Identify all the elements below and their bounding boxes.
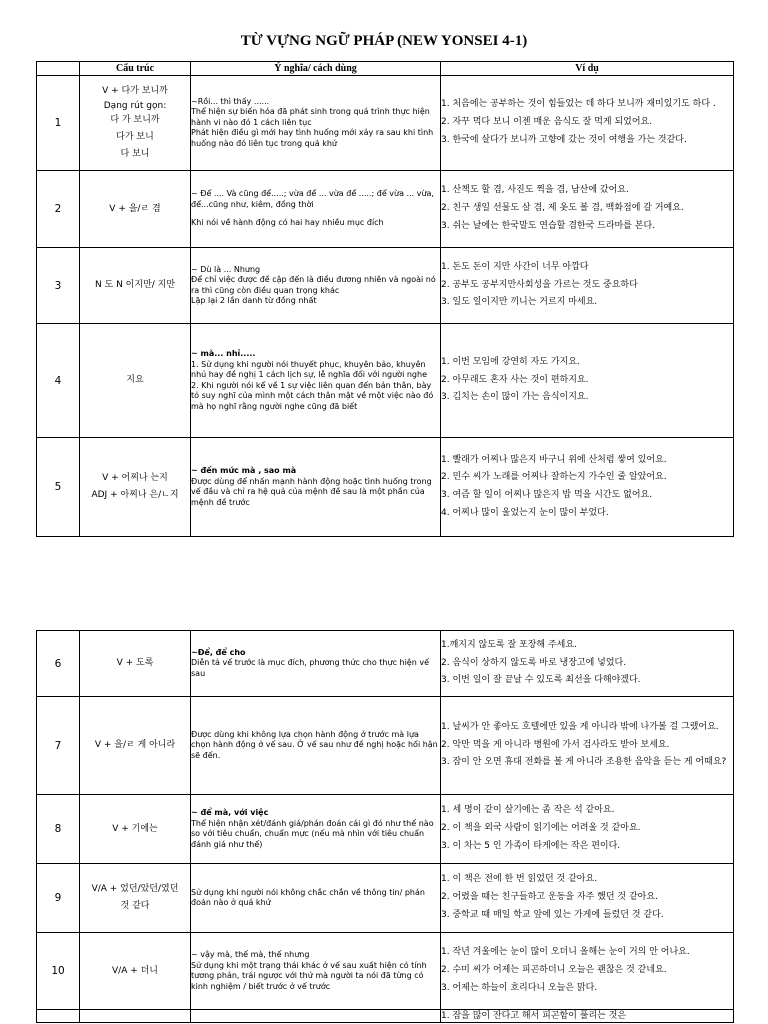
meaning-cell — [191, 171, 441, 248]
examples-cell — [441, 171, 734, 248]
row-number: 7 — [37, 697, 80, 795]
structure-cell — [80, 631, 191, 697]
table-row — [37, 795, 734, 864]
example-line: 1. 이번 모임에 강연히 자도 가지요. — [441, 356, 580, 367]
example-line: 3. 어제는 하늘이 흐리다니 오늘은 맑다. — [441, 982, 598, 993]
grammar-table-bottom — [36, 630, 734, 1023]
structure-line: V + 을/ㄹ 겸 — [109, 203, 161, 214]
grammar-table-top — [36, 61, 734, 537]
meaning-title: ~ đến mức mà , sao mà — [191, 466, 297, 475]
meaning-line: Để chỉ việc được đề cập đến là điều đương nhiên và ngoài nó ra thì cũng còn điều quan trọng khác — [191, 275, 436, 295]
table-row — [37, 438, 734, 537]
structure-line: 지요 — [126, 375, 144, 385]
row-number: 3 — [37, 248, 80, 324]
meaning-title: ~ mà... nhỉ..... — [191, 349, 256, 358]
meaning-cell — [191, 795, 441, 864]
table-row — [37, 324, 734, 438]
example-line: 3. 잠이 안 오면 휴대 전화를 볼 게 아니라 조용한 음악을 듣는 게 어때요? — [441, 757, 727, 768]
meaning-line: 2. Khi người nói kể về 1 sự việc liên quan đến bản thân, bày tỏ suy nghĩ của mình một cách thân mật về một việc nào đó mà họ nghĩ rằng người nghe cũng đã biết — [191, 380, 434, 411]
structure-cell — [80, 248, 191, 324]
structure-line: V + 다가 보니까 — [102, 86, 168, 96]
structure-cell — [80, 795, 191, 864]
example-line: 3. 한국에 살다가 보니까 고향에 갔는 것이 여행을 가는 것같다. — [441, 134, 687, 145]
example-line: 2. 이 책을 외국 사람이 읽기에는 어려울 것 같아요. — [441, 823, 641, 834]
example-line: 2. 어렸을 때는 친구들하고 운동을 자주 했던 것 같아요. — [441, 892, 658, 903]
meaning-line: Diễn tả vế trước là mục đích, phương thức cho thực hiện vế sau — [191, 658, 429, 678]
structure-line: 다가 보니 — [116, 132, 154, 142]
meaning-line: Được dùng để nhấn mạnh hành động hoặc tình huống trong vế đầu và chỉ ra hệ quả của mệnh đề sau là một phần của mệnh đề trước — [191, 476, 432, 507]
structure-line: V/A + 더니 — [112, 965, 158, 976]
meaning-cell — [191, 933, 441, 1010]
row-number: 1 — [37, 76, 80, 171]
meaning-line: ~ Để .... Và cũng để.....; vừa để ... vừa để .....; để vừa ... vừa, để...cũng như, kiêm, đồng thời — [191, 189, 434, 209]
row-number: 2 — [37, 171, 80, 248]
header-row — [37, 62, 734, 76]
example-line: 1.깨지지 않도록 잘 포장해 주세요. — [441, 639, 577, 650]
structure-cell — [80, 933, 191, 1010]
examples-cell — [441, 324, 734, 438]
header-meaning: Ý nghĩa/ cách dùng — [191, 62, 441, 76]
example-line: 1. 날씨가 안 좋아도 호텔에만 있을 게 아니라 밖에 나가볼 걸 그랬어요. — [441, 721, 719, 732]
header-examples: Ví dụ — [441, 62, 734, 76]
meaning-cell — [191, 864, 441, 933]
structure-line: Dạng rút gọn: — [103, 101, 167, 111]
meaning-line: Sử dụng khi một trạng thái khác ở vế sau xuất hiện có tính tương phản, trái ngược với thứ mà người ta nói đã từng có kinh nghiệm / biết trước ở vế trước — [191, 960, 427, 991]
table-row — [37, 697, 734, 795]
meaning-line: Được dùng khi không lựa chọn hành động ở trước mà lựa chọn hành động ở vế sau. Ở vế sau như đề nghị hoặc hối hận sẽ đến. — [191, 729, 438, 760]
meaning-line: ~ vậy mà, thế mà, thế nhưng — [191, 950, 310, 959]
example-line: 1. 작년 겨울에는 눈이 많이 오더니 올해는 눈이 거의 안 어나요. — [441, 947, 690, 958]
examples-cell — [441, 1010, 734, 1023]
structure-line: V + 을/ㄹ 게 아니라 — [94, 740, 176, 750]
meaning-line: Khi nói về hành động có hai hay nhiều mục đích — [191, 218, 384, 228]
structure-cell — [80, 697, 191, 795]
table-row — [37, 933, 734, 1010]
examples-cell — [441, 631, 734, 697]
examples-cell — [441, 697, 734, 795]
structure-line: 다 보니 — [120, 149, 150, 159]
structure-cell — [80, 76, 191, 171]
structure-cell — [80, 171, 191, 248]
structure-cell — [80, 438, 191, 537]
example-line: 2. 음식이 상하지 않도록 바로 냉장고에 넣었다. — [441, 657, 627, 668]
examples-cell — [441, 76, 734, 171]
table-row — [37, 1010, 734, 1023]
example-line: 2. 공부도 공부지만사회성을 가르는 것도 중요하다 — [441, 279, 638, 290]
examples-cell — [441, 248, 734, 324]
examples-cell — [441, 795, 734, 864]
meaning-line: Lặp lại 2 lần danh từ đồng nhất — [191, 296, 317, 305]
row-number: 4 — [37, 324, 80, 438]
structure-cell — [80, 864, 191, 933]
example-line: 1. 산책도 할 겸, 사진도 찍을 겸, 남산에 갔어요. — [441, 185, 629, 196]
structure-cell — [80, 1010, 191, 1023]
example-line: 3. 이 차는 5 인 가족이 타게에는 작은 편이다. — [441, 840, 621, 851]
row-number: 8 — [37, 795, 80, 864]
example-line: 1. 돈도 돈이 지만 사간이 너무 아깝다 — [441, 261, 589, 272]
example-line: 3. 중학교 때 매일 학교 앞에 있는 가게에 들렀던 것 같다. — [441, 909, 664, 920]
examples-cell — [441, 864, 734, 933]
example-line: 2. 아무래도 혼자 사는 것이 편하지요. — [441, 374, 589, 385]
structure-line: 다 가 보니까 — [110, 115, 160, 125]
header-structure: Cấu trúc — [80, 62, 191, 76]
example-line: 2. 악만 먹을 게 아니라 병원에 가서 검사라도 받아 보세요. — [441, 739, 670, 750]
table-row — [37, 631, 734, 697]
example-line: 1. 처음에는 공부하는 것이 힘들었는 데 하다 보니까 재미있기도 하다 . — [441, 99, 716, 110]
structure-cell — [80, 324, 191, 438]
meaning-cell — [191, 697, 441, 795]
structure-line: V + 어찌나 는지 — [102, 473, 168, 483]
example-line: 3. 일도 일이지만 끼니는 거르지 마세요. — [441, 297, 598, 308]
row-number: 5 — [37, 438, 80, 537]
meaning-line: Phát hiện điều gì mới hay tình huống mới xảy ra sau khi tình huống nào đó liên tục trong quá khứ — [191, 128, 434, 148]
meaning-cell — [191, 438, 441, 537]
row-number — [37, 1010, 80, 1023]
example-line: 2. 친구 생일 선물도 살 겸, 제 옷도 볼 겸, 백화점에 갈 거예요. — [441, 203, 684, 214]
meaning-line: Thể hiện sự biến hóa đã phát sinh trong quá trình thực hiện hành vi nào đó 1 cách liên tục — [191, 107, 430, 127]
structure-line: 것 같다 — [120, 901, 150, 911]
meaning-line: Thể hiện nhận xét/đánh giá/phán đoán cái gì đó như thế nào so với tiêu chuẩn, chuẩn mực (nếu mà nhìn với tiêu chuẩn đánh giá như thế) — [191, 818, 434, 849]
meaning-line: ~Rồi... thì thấy ...... — [191, 96, 270, 106]
meaning-cell — [191, 248, 441, 324]
example-line: 3. 김치는 손이 많이 가는 음식이지요. — [441, 392, 589, 403]
meaning-title: ~Để, để cho — [191, 647, 246, 657]
examples-cell — [441, 933, 734, 1010]
row-number: 10 — [37, 933, 80, 1010]
structure-line: V + 기에는 — [112, 823, 158, 834]
structure-line: N 도 N 이지만/ 지만 — [94, 280, 176, 290]
table-row — [37, 76, 734, 171]
row-number: 6 — [37, 631, 80, 697]
row-number: 9 — [37, 864, 80, 933]
table-row — [37, 171, 734, 248]
meaning-cell — [191, 324, 441, 438]
example-line: 1. 빨래가 어찌나 많은지 바구니 위에 산처럼 쌓여 있어요. — [441, 454, 667, 465]
example-line: 1. 세 명이 같이 살기에는 좀 작은 석 같아요. — [441, 805, 615, 816]
example-line: 3. 쉬는 날에는 한국말도 연습할 겸한국 드라마를 본다. — [441, 220, 656, 231]
header-number — [37, 62, 80, 76]
example-line: 1. 잠을 많이 잔다고 해서 피곤함이 풀리는 것은 — [441, 1011, 627, 1021]
structure-line: ADJ + 아찌나 은/ㄴ지 — [91, 490, 179, 500]
meaning-line: ~ Dù là ... Nhưng — [191, 264, 261, 274]
meaning-title: ~ để mà, với việc — [191, 808, 269, 817]
meaning-line: Sử dụng khi người nói không chắc chắn về thông tin/ phán đoán nào ở quá khứ — [191, 887, 425, 907]
example-line: 4. 어찌나 많이 울었는지 눈이 많이 부었다. — [441, 507, 609, 518]
structure-line: V + 도록 — [116, 658, 154, 668]
document-title: TỪ VỰNG NGỮ PHÁP (NEW YONSEI 4-1) — [240, 33, 528, 49]
meaning-cell — [191, 1010, 441, 1023]
structure-line: V/A + 었던/았던/였던 — [91, 884, 179, 894]
examples-cell — [441, 438, 734, 537]
example-line: 2. 수미 씨가 어제는 피곤하더니 오늘은 괜찮은 것 같네요. — [441, 965, 667, 976]
meaning-line: 1. Sử dụng khi người nói thuyết phục, khuyên bảo, khuyên nhủ hay đề nghị 1 cách lịch sự, lễ nghĩa đối với người nghe — [191, 359, 427, 379]
table-row — [37, 248, 734, 324]
meaning-cell — [191, 631, 441, 697]
example-line: 3. 이번 일이 잘 끝날 수 있도록 최선을 다해야겠다. — [441, 675, 641, 686]
example-line: 3. 여즘 할 일이 어찌나 많은지 밥 먹을 시간도 없어요. — [441, 490, 653, 500]
example-line: 2. 자꾸 먹다 보니 이젠 매운 음식도 잘 먹게 되었어요. — [441, 117, 653, 128]
table-row — [37, 864, 734, 933]
example-line: 2. 민수 씨가 노래를 어찌나 잘하는지 가수인 줄 알았어요. — [441, 472, 667, 483]
example-line: 1. 이 책은 전에 한 번 읽었던 것 같아요. — [441, 874, 598, 885]
meaning-cell — [191, 76, 441, 171]
